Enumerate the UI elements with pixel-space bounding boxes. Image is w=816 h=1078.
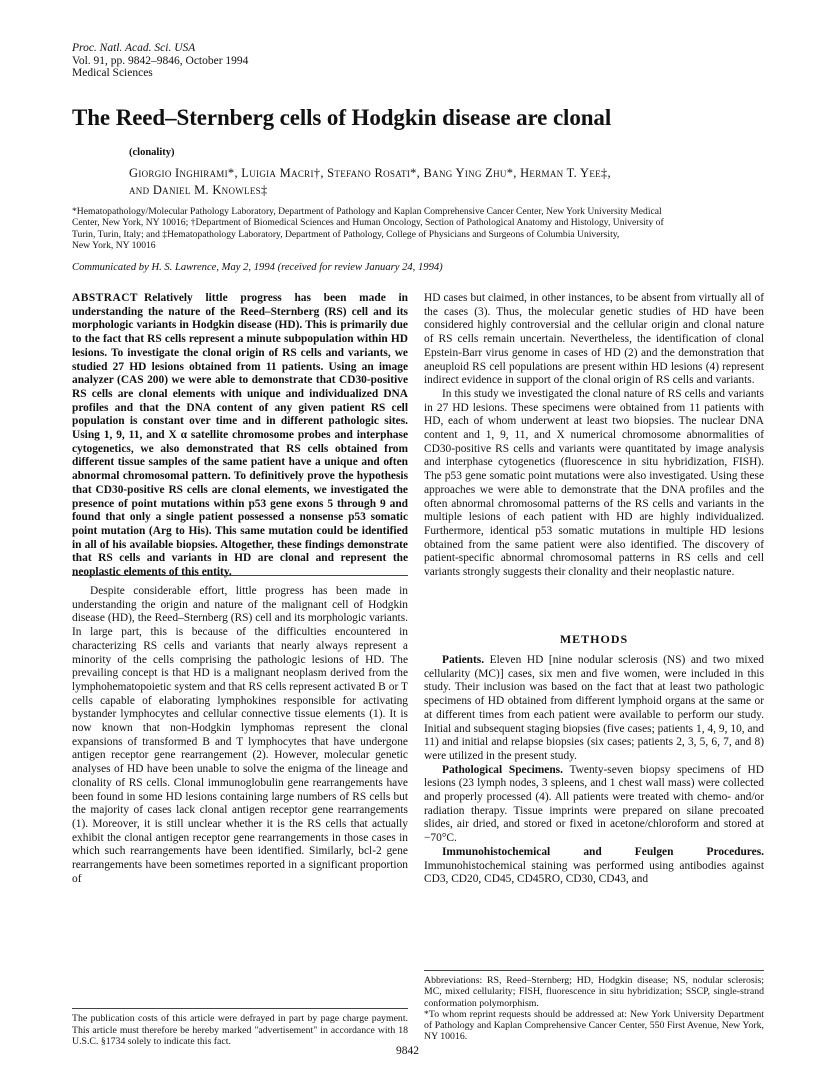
abstract-divider [72,575,408,576]
abstract [72,292,408,580]
abstract-heading: ABSTRACT [72,292,139,304]
page-number: 9842 [396,1045,419,1057]
author-list [129,165,769,199]
abbreviations: Abbreviations: RS, Reed–Sternberg; HD, Hodgkin disease; NS, nodular sclerosis; MC, mixed cellularity; FISH, fluorescence in situ hybridization; SSCP, single-strand conformation polymorphism. [424,975,764,1009]
intro-paragraph: In this study we investigated the clonal nature of RS cells and variants in 27 HD lesions. These specimens were obtained from 11 patients with HD, each of whom underwent at least two biopsies. The nuclear DNA content and 1, 9, 11, and X numerical chromosome abnormalities of CD30-positive RS cells and variants were quantitated by image analysis and interphase cytogenetics (fluorescence in situ hybridization, FISH). The p53 gene somatic point mutations were also investigated. Using these approaches we were able to demonstrate that the DNA profiles and the often abnormal chromosomal patterns of the RS cells and variants in the multiple lesions of each patient with HD are highly individualized. Furthermore, identical p53 somatic mutations in multiple HD lesions obtained from the same patient were also identified. The discovery of patient-specific abnormal chromosomal patterns in RS cells and cell variants strongly suggests their clonality and their neoplastic nature. [424,387,764,579]
journal-section: Medical Sciences [72,67,153,79]
affiliation-line: *Hematopathology/Molecular Pathology Laboratory, Department of Pathology and Kaplan Comprehensive Cancer Center, New York University Medical [72,206,662,217]
affiliation-line: Center, New York, NY 10016; †Department of Biomedical Sciences and Human Oncology, Section of Pathological Anatomy and Histology, University of [72,217,664,229]
immuno-text: Immunohistochemical staining was performed using antibodies against CD3, CD20, CD45, CD45RO, CD30, CD43, and [424,859,764,886]
keywords: (clonality) [129,147,175,158]
affiliation-line: New York, NY 10016 [72,239,156,251]
patients-subheading: Patients. [442,654,485,666]
introduction-continued [424,292,764,580]
intro-paragraph-continued: HD cases but claimed, in other instances, to be absent from virtually all of the cases (3). Thus, the molecular genetic studies of HD have been considered highly controversial and the cellular origin and clonal nature of RS cells remain uncertain. Nevertheless, the identification of clonal Epstein-Barr virus genome in cases of HD (2) and the demonstration that aneuploid RS cell populations are present within HD lesions (4) represent indirect evidence in support of the clonal origin of RS cells and variants. [424,292,764,387]
affiliation-line: Turin, Turin, Italy; and ‡Hematopathology Laboratory, Department of Pathology, College of Physicians and Surgeons of Columbia University, [72,228,620,240]
intro-paragraph: Despite considerable effort, little progress has been made in understanding the origin and nature of the malignant cell of Hodgkin disease (HD), the Reed–Sternberg (RS) cell and its morphologic variants. In large part, this is because of the difficulties encountered in characterizing RS cells and variants that nearly always represent a minority of the cells comprising the pathologic lesions of HD. The prevailing concept is that HD is a malignant neoplasm derived from the lymphohematopoietic system and that RS cells represent activated B or T cells capable of elaborating lymphokines responsible for activating bystander lymphocytes and cellular connective tissue elements (1). It is now known that non-Hodgkin lymphomas represent the clonal expansions of transformed B and T lymphocytes that have undergone antigen receptor gene rearrangement (2). However, molecular genetic analyses of HD have been unable to solve the enigma of the lineage and clonality of RS cells. Clonal immunoglobulin gene rearrangements have been found in some HD lesions containing large numbers of RS cells but the majority of cases lack clonal antigen receptor gene rearrangements (1). Moreover, it is still unclear whether it is the RS cells that actually exhibit the clonal antigen receptor gene rearrangements in those cases in which such rearrangements have been identified. Similarly, bcl-2 gene rearrangements have been sometimes reported in a significant proportion of [72,585,408,885]
abbreviations-footnote [424,975,764,1043]
abstract-text: Relatively little progress has been made in understanding the nature of the Reed–Sternberg (RS) cell and its morphologic variants in Hodgkin disease (HD). This is primarily due to the fact that RS cells represent a minute subpopulation within HD lesions. To investigate the clonal origin of RS cells and variants, we studied 27 HD lesions obtained from 11 patients. Using an image analyzer (CAS 200) we were able to demonstrate that CD30-positive RS cells are clonal elements with unique and individualized DNA profiles and that the DNA content of any given patient RS cell population is constant over time and in different pathologic sites. Using 1, 9, 11, and X α satellite chromosome probes and interphase cytogenetics, we also demonstrated that RS cells obtained from different tissue samples of the same patient have a unique and often abnormal chromosomal pattern. To definitively prove the hypothesis that CD30-positive RS cells are clonal elements, we investigated the presence of point mutations within p53 gene exons 5 through 9 and found that only a single patient possessed a nonsense p53 somatic point mutation (Arg to His). This same mutation could be identified in all of his available biopsies. Altogether, these findings demonstrate that RS cells and variants in HD are clonal and represent the neoplastic elements of this entity. [72,292,408,579]
introduction [72,585,408,886]
methods-heading: METHODS [559,632,629,646]
communicated-by: Communicated by H. S. Lawrence, May 2, 1994 (received for review January 24, 1994) [72,262,443,273]
right-footnote-divider [424,970,764,971]
reprint-footnote: *To whom reprint requests should be addressed at: New York University Department of Pathology and Kaplan Comprehensive Cancer Center, 550 First Avenue, New York, NY 10016. [424,1008,764,1043]
funding-footnote: The publication costs of this article were defrayed in part by page charge payment. This article must therefore be hereby marked "advertisement" in accordance with 18 U.S.C. §1734 solely to indicate this fact. [72,1013,408,1047]
article-title: The Reed–Sternberg cells of Hodgkin disease are clonal [72,105,612,130]
footnote-divider [72,1008,408,1009]
specimens-text: Twenty-seven biopsy specimens of HD lesions (23 lymph nodes, 3 spleens, and 1 chest wall mass) were collected and properly processed (4). All patients were treated with chemo- and/or radiation therapy. Tissue imprints were prepared on silane precoated slides, air dried, and stored or fixed in acetone/chloroform and stored at −70°C. [424,763,764,845]
methods-section [424,654,764,887]
authors-line-1: Giorgio Inghirami*, Luigia Macri†, Stefano Rosati*, Bang Ying Zhu*, Herman T. Yee‡, [129,166,611,180]
journal-name: Proc. Natl. Acad. Sci. USA [72,42,196,54]
authors-line-2: and Daniel M. Knowles‡ [129,183,268,197]
journal-header [72,42,248,80]
affiliations [72,206,762,251]
patients-text: Eleven HD [nine nodular sclerosis (NS) and two mixed cellularity (MC)] cases, six men and five women, were included in this study. Their inclusion was based on the fact that at least two pathologic specimens of HD obtained from different lymphoid organs at the same or at different times from each patient were available to perform our study. Initial and subsequent staging biopsies (five cases; patients 1, 4, 9, 10, and 11) and initial and relapse biopsies (six cases; patients 2, 3, 5, 6, 7, and 8) were utilized in the present study. [424,654,764,762]
specimens-subheading: Pathological Specimens. [442,763,563,776]
volume-info: Vol. 91, pp. 9842–9846, October 1994 [72,54,249,67]
immuno-subheading: Immunohistochemical and Feulgen Procedures. [442,845,764,858]
